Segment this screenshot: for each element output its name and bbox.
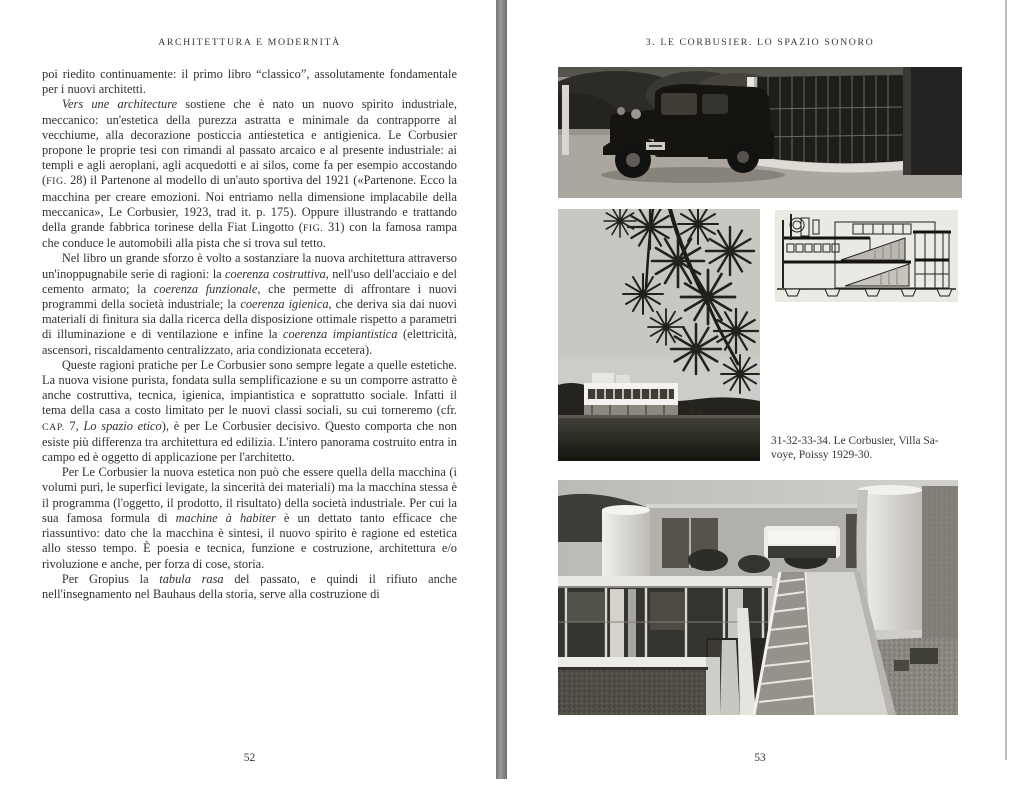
caption-line-1: 31-32-33-34. Le Corbusier, Villa Sa- <box>771 435 939 447</box>
page-edge-line <box>1005 0 1007 760</box>
paragraph: Per Gropius la tabula rasa del passato, e quindi il rifiuto anche nell'insegnamento nel Bauhaus della storia, serve alla costruzione di <box>42 571 457 601</box>
body-text <box>42 67 457 717</box>
page-number-right: 53 <box>754 752 766 764</box>
caption-line-2: voye, Poissy 1929-30. <box>771 449 873 461</box>
page-number-left: 52 <box>243 752 256 764</box>
drawing-villa-section <box>775 210 958 302</box>
page-right <box>507 0 1010 789</box>
page-left <box>0 0 498 789</box>
figure-caption <box>771 434 967 462</box>
photo-villa-in-meadow <box>558 209 760 461</box>
running-head-left: ARCHITETTURA E MODERNITÀ <box>158 37 341 48</box>
photo-car-under-pilotis <box>558 67 962 198</box>
paragraph: Per Le Corbusier la nuova estetica non può che essere quella della macchina (i volumi puri, le superfici levigate, la sincerità dei materiali) ma la macchina stessa è il programma (l'oggetto, il prodotto, il risultato) della società industriale. Per cui la sua famosa formula di machine à habiter è un dettato tanto efficace che riassuntivo: dato che la macchina è sintesi, il nuovo spirito è ragione ed estetica allo stesso tempo. È poesia e tecnica, funzione e costruzione, architettura e/o rivoluzione e anche, per forza di cose, storia. <box>42 465 457 571</box>
paragraph: Nel libro un grande sforzo è volto a sostanziare la nuova architettura attraverso un'inoppugnabile serie di ragioni: la coerenza costruttiva, nell'uso dell'acciaio e del cemento armato; la coerenza funzionale, che permette di affrontare i nuovi programmi della società industriale; la coerenza igienica, che deriva sia dai nuovi materiali di finitura sia dalla ricerca della disposizione ottimale rispetto a parametri di illuminazione e di ventilazione e infine la coerenza impiantistica (elettricità, ascensori, riscaldamento centralizzato, aria condizionata eccetera). <box>42 251 457 357</box>
paragraph: poi riedito continuamente: il primo libro “classico”, assolutamente fondamentale per i nuovi architetti. <box>42 67 457 97</box>
running-head-right: 3. LE CORBUSIER. LO SPAZIO SONORO <box>645 37 875 48</box>
paragraph: Vers une architecture sostiene che è nato un nuovo spirito industriale, meccanico: un'estetica della purezza astratta e minimale da contrapporre al vecchiume, alla decorazione posticcia antiestetica e antigienica. Le Corbusier propone le proprie tesi con rimandi al passato arcaico e al presente industriale: ai templi e agli aeroplani, agli acquedotti e ai silos, come fa per esempio accostando (FIG. 28) il Partenone al modello di un'auto sportiva del 1921 («Partenone. Ecco la macchina per creare emozioni. Noi entriamo nella dimensione implacabile della meccanica», Le Corbusier, 1923, trad it. p. 175). Oppure illustrando e trattando della grande fabbrica torinese della Fiat Lingotto (FIG. 31) con la famosa rampa che conduce le automobili alla pista che si trova sul tetto. <box>42 97 457 251</box>
paragraph: Queste ragioni pratiche per Le Corbusier sono sempre legate a quelle estetiche. La nuova visione purista, fondata sulla semplificazione e su un comporre astratto è anche costruttiva, tecnica, igienica, impiantistica e soprattutto sociale. Infatti il tema della casa a costo limitato per le nuovi classi sociali, su cui torneremo (cfr. CAP. 7, Lo spazio etico), è per Le Corbusier decisivo. Questo comporta che non esiste più differenza tra architettura ed edilizia. L'intero panorama costruito entra in campo ed è oggetto di applicazione per l'architetto. <box>42 357 457 465</box>
photo-roof-terrace-ramp <box>558 480 958 715</box>
book-spine <box>496 0 507 779</box>
